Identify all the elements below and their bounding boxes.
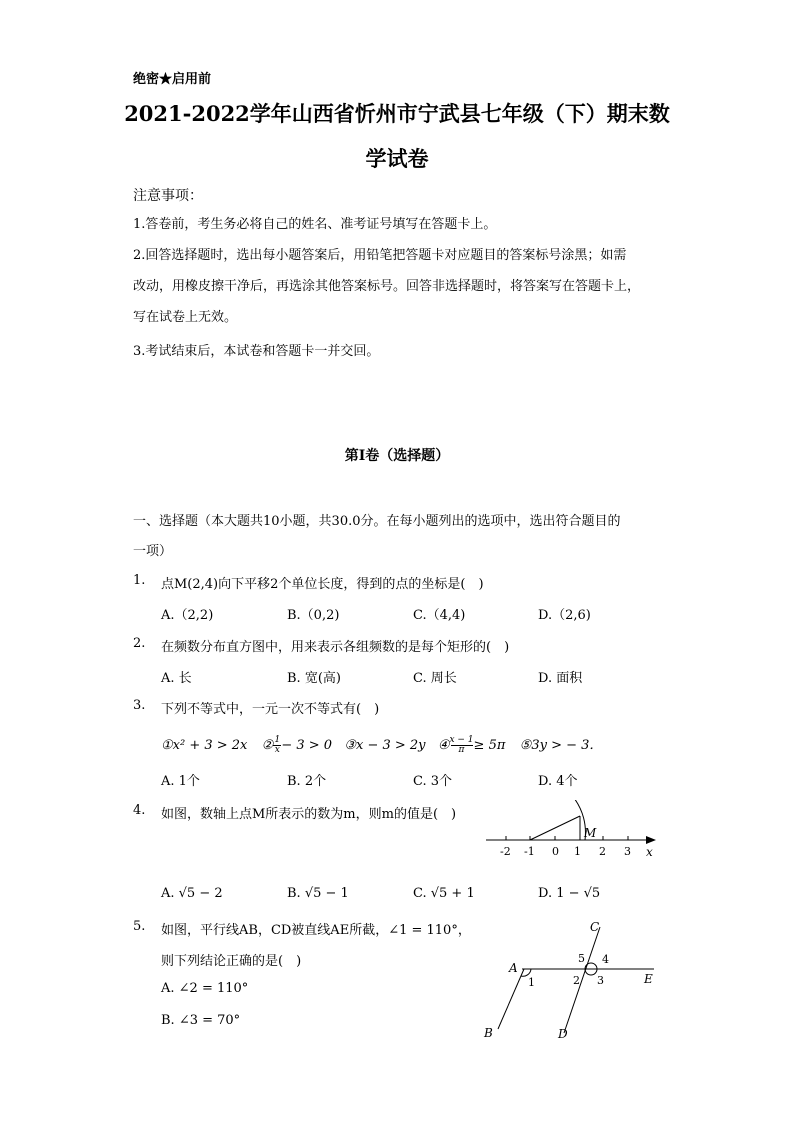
tick-label: -1 xyxy=(524,845,535,858)
point-m-label: M xyxy=(584,826,597,840)
volume-heading: 第Ⅰ卷（选择题） xyxy=(344,448,450,464)
angle-3-label: 3 xyxy=(597,974,604,987)
tick-label: 2 xyxy=(599,845,606,858)
option-c: C. √5 + 1 xyxy=(413,886,475,901)
tick-label: 1 xyxy=(574,845,581,858)
inequality-list xyxy=(161,734,602,755)
fraction-denominator: π xyxy=(458,745,465,755)
option-b: B. 2个 xyxy=(287,774,327,789)
question-text: 在频数分布直方图中，用来表示各组频数的是每个矩形的( ) xyxy=(161,640,510,655)
line-ab xyxy=(498,969,524,1029)
point-c-label: C xyxy=(590,920,600,934)
question-number: 5. xyxy=(133,919,146,934)
axis-arrow-icon xyxy=(646,836,656,844)
number-line-figure xyxy=(480,800,665,862)
question-number: 2. xyxy=(133,636,146,651)
option-d: D. 4个 xyxy=(538,774,578,789)
angle-4-label: 4 xyxy=(602,953,609,966)
option-d: D. 1 − √5 xyxy=(538,886,601,901)
tick-label: 0 xyxy=(552,845,559,858)
question-text: 如图，数轴上点M所表示的数为m，则m的值是( ) xyxy=(161,807,457,822)
angle-2-label: 2 xyxy=(573,974,580,987)
line-cd xyxy=(564,927,600,1033)
secret-label: 绝密★启用前 xyxy=(133,72,212,87)
notice-item-2-line2: 改动，用橡皮擦干净后，再选涂其他答案标号。回答非选择题时，将答案写在答题卡上， xyxy=(133,279,641,294)
question-text: 下列不等式中，一元一次不等式有( ) xyxy=(161,702,380,717)
point-e-label: E xyxy=(644,972,653,986)
question-text: 点M(2,4)向下平移2个单位长度，得到的点的坐标是( ) xyxy=(161,577,484,592)
inequality-4-prefix: ④ xyxy=(437,738,450,753)
option-a: A. 1个 xyxy=(161,774,200,789)
question-text-line2: 则下列结论正确的是( ) xyxy=(161,954,302,969)
inequality-4-fraction xyxy=(449,736,473,755)
option-b: B. ∠3 = 70° xyxy=(161,1013,241,1028)
notice-item-3: 3.考试结束后，本试卷和答题卡一并交回。 xyxy=(133,344,380,359)
inequality-1: ①x² + 3 > 2x xyxy=(161,738,248,753)
point-b-label: B xyxy=(484,1026,493,1040)
notice-item-1: 1.答卷前，考生务必将自己的姓名、准考证号填写在答题卡上。 xyxy=(133,217,497,232)
fraction-numerator: 1 xyxy=(274,735,281,745)
fraction-denominator: x xyxy=(274,745,280,755)
point-a-label: A xyxy=(509,961,518,975)
question-number: 1. xyxy=(133,573,146,588)
option-c: C.（4,4) xyxy=(413,608,466,623)
angle-1-label: 1 xyxy=(528,976,535,989)
parallel-lines-figure xyxy=(478,915,668,1045)
option-b: B. 宽(高) xyxy=(287,671,341,686)
inequality-4-rest: ≥ 5π xyxy=(473,738,506,753)
angle-5-label: 5 xyxy=(578,952,585,965)
fraction-numerator: x − 1 xyxy=(449,735,474,745)
tick-label: -2 xyxy=(500,845,511,858)
option-a: A. ∠2 = 110° xyxy=(161,981,249,996)
option-a: A. 长 xyxy=(161,671,192,686)
option-c: C. 3个 xyxy=(413,774,453,789)
exam-title-line1: 2021-2022学年山西省忻州市宁武县七年级（下）期末数 xyxy=(124,101,670,126)
option-d: D.（2,6) xyxy=(538,608,591,623)
exam-title-line2: 学试卷 xyxy=(365,146,429,171)
notice-item-2-line3: 写在试卷上无效。 xyxy=(133,310,238,325)
question-number: 4. xyxy=(133,803,146,818)
option-a: A. √5 − 2 xyxy=(161,886,223,901)
section-heading-line1: 一、选择题（本大题共10小题，共30.0分。在每小题列出的选项中，选出符合题目的 xyxy=(133,514,621,529)
question-number: 3. xyxy=(133,698,146,713)
section-heading-line2: 一项） xyxy=(133,544,173,559)
option-a: A.（2,2) xyxy=(161,608,214,623)
axis-x-label: x xyxy=(646,845,653,859)
inequality-5: ⑤3y > − 3． xyxy=(519,738,603,753)
option-c: C. 周长 xyxy=(413,671,457,686)
inequality-2-rest: − 3 > 0 xyxy=(281,738,333,753)
inequality-3: ③x − 3 > 2y xyxy=(344,738,426,753)
option-b: B. √5 − 1 xyxy=(287,886,349,901)
tick-label: 3 xyxy=(624,845,631,858)
notice-item-2-line1: 2.回答选择题时，选出每小题答案后，用铅笔把答题卡对应题目的答案标号涂黑；如需 xyxy=(133,248,627,263)
point-d-label: D xyxy=(558,1027,568,1041)
question-text-line1: 如图，平行线AB，CD被直线AE所截，∠1 = 110°， xyxy=(161,923,471,938)
option-b: B.（0,2) xyxy=(287,608,340,623)
inequality-2-prefix: ② xyxy=(261,738,274,753)
option-d: D. 面积 xyxy=(538,671,583,686)
notice-heading: 注意事项： xyxy=(133,188,203,204)
